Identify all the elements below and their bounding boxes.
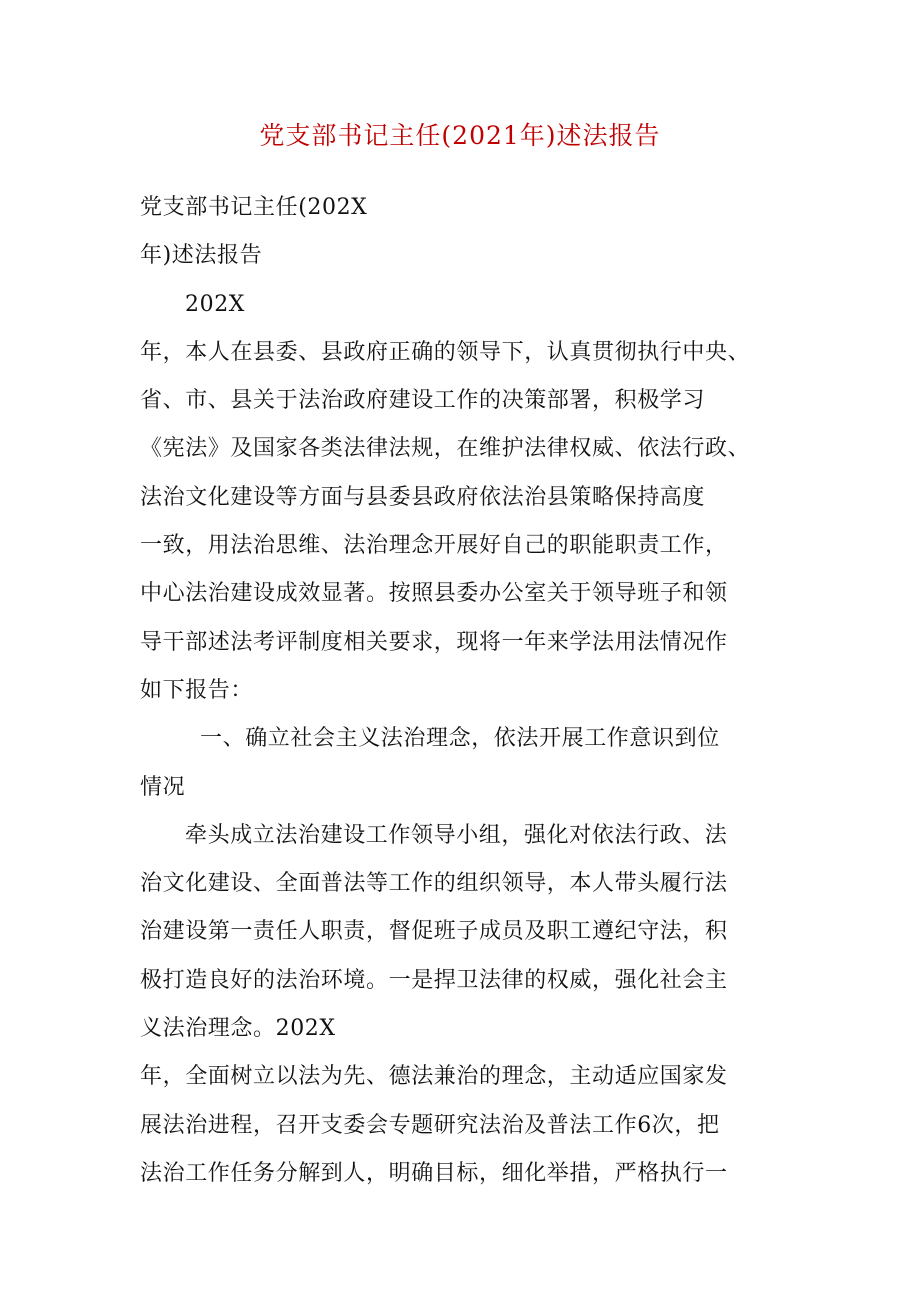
text-line: 年)述法报告 — [140, 243, 263, 269]
text-line: 牵头成立法治建设工作领导小组，强化对依法行政、法 — [185, 822, 728, 848]
text-line: 导干部述法考评制度相关要求，现将一年来学法用法情况作 — [140, 629, 728, 655]
text-line: 情况 — [140, 774, 186, 800]
text-line: 《宪法》及国家各类法律法规，在维护法律权威、依法行政、 — [140, 436, 751, 462]
text-line: 如下报告： — [140, 677, 254, 703]
text-line: 中心法治建设成效显著。按照县委办公室关于领导班子和领 — [140, 581, 728, 607]
text-line: 一致，用法治思维、法治理念开展好自己的职能职责工作， — [140, 533, 728, 559]
document-title: 党支部书记主任(2021年)述法报告 — [259, 121, 661, 150]
document-body — [140, 184, 790, 1198]
text-line: 党支部书记主任(202X — [140, 195, 368, 220]
text-line: 年，本人在县委、县政府正确的领导下，认真贯彻执行中央、 — [140, 339, 751, 365]
text-line: 治文化建设、全面普法等工作的组织领导，本人带头履行法 — [140, 871, 728, 897]
section-heading: 一、确立社会主义法治理念，依法开展工作意识到位 — [200, 726, 720, 752]
text-line: 治建设第一责任人职责，督促班子成员及职工遵纪守法，积 — [140, 919, 728, 945]
text-line: 极打造良好的法治环境。一是捍卫法律的权威，强化社会主 — [140, 967, 728, 993]
text-line: 法治工作任务分解到人，明确目标，细化举措，严格执行一 — [140, 1160, 728, 1186]
text-line: 年，全面树立以法为先、德法兼治的理念，主动适应国家发 — [140, 1064, 728, 1090]
text-line: 省、市、县关于法治政府建设工作的决策部署，积极学习 — [140, 388, 706, 414]
text-line: 202X — [185, 291, 246, 317]
text-line: 义法治理念。202X — [140, 1016, 336, 1042]
text-line: 法治文化建设等方面与县委县政府依法治县策略保持高度 — [140, 484, 706, 510]
text-line: 展法治进程，召开支委会专题研究法治及普法工作6次，把 — [140, 1112, 720, 1138]
